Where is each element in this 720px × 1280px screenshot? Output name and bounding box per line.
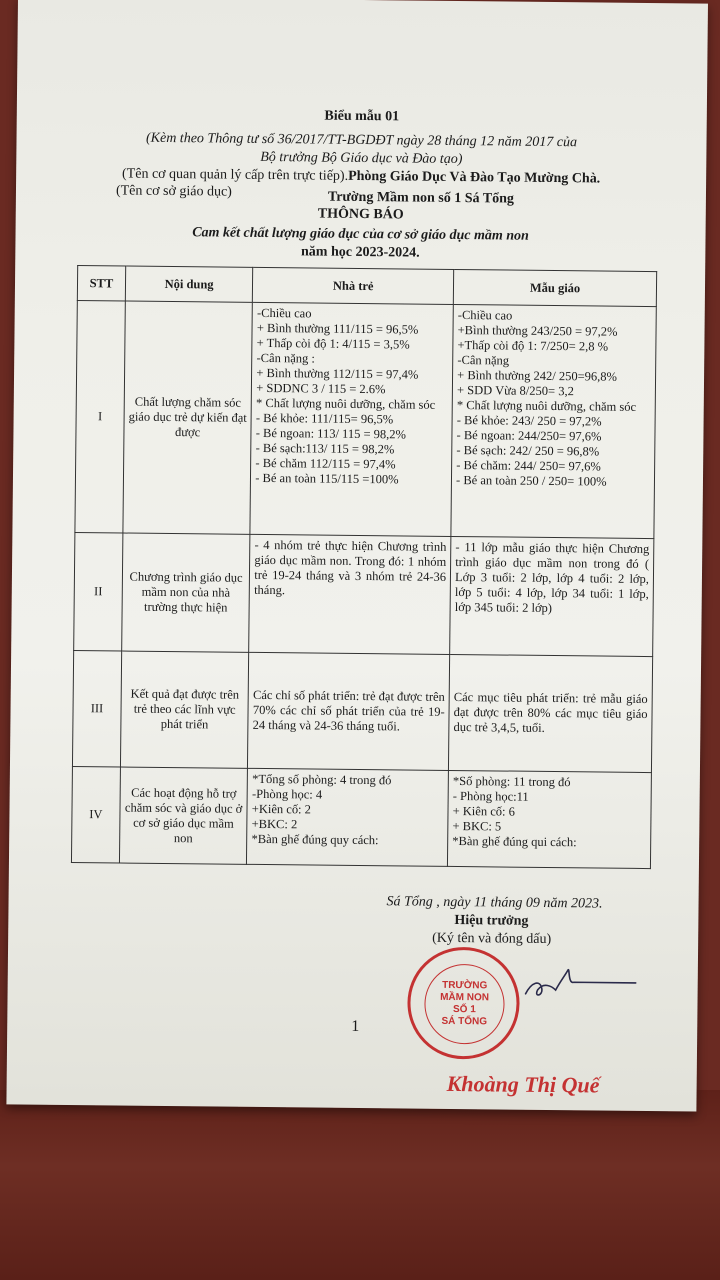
cell-line: -Cân nặng : (256, 350, 315, 366)
table-row (72, 651, 652, 773)
cell-line: + Bình thường 242/ 250=96,8% (457, 368, 618, 384)
agency-name: Phòng Giáo Dục Và Đào Tạo Mường Chà. (348, 168, 601, 187)
cell-line: Các chỉ số phát triển: trẻ đạt được trên 70% các chỉ số phát triển của trẻ 19-24 tháng và 24-36 tháng tuổi. (252, 687, 445, 734)
cell-line: + SDDNC 3 / 115 = 2.6% (256, 380, 386, 397)
page-number: 1 (351, 1017, 360, 1036)
cell-line: + Bình thường 112/115 = 97,4% (256, 365, 419, 382)
cell-line: - Phòng học:11 (452, 788, 529, 804)
cell-line: - Bé an toàn 250 / 250= 100% (456, 473, 607, 489)
sign-note: (Ký tên và đóng dấu) (432, 930, 552, 948)
cell-line: +Thấp còi độ 1: 7/250= 2,8 % (457, 338, 609, 354)
official-stamp (407, 947, 520, 1060)
floor-background (0, 1090, 720, 1280)
row-nursery (249, 534, 451, 654)
cell-line: + Kiên cố: 6 (452, 803, 515, 819)
cell-line: + Thấp còi độ 1: 4/115 = 3,5% (256, 335, 410, 352)
school-prefix: (Tên cơ sở giáo dục) (115, 183, 232, 200)
table-header-row (77, 266, 656, 307)
row-kindergarten (449, 654, 653, 772)
form-title: Biểu mẫu 01 (324, 108, 400, 125)
cell-line: - Bé sạch:113/ 115 = 98,2% (255, 440, 395, 457)
row-stt: III (72, 651, 121, 767)
notice-title: THÔNG BÁO (317, 206, 404, 223)
row-content: Chất lượng chăm sóc giáo dục trẻ dự kiến đạt được (123, 301, 253, 534)
row-kindergarten (451, 304, 656, 538)
cell-line: -Cân nặng (457, 353, 510, 368)
agency-prefix: (Tên cơ quan quản lý cấp trên trực tiếp). (121, 166, 349, 184)
cell-line: - Bé ngoan: 244/250= 97,6% (456, 428, 602, 444)
row-stt: IV (71, 766, 120, 862)
subtitle-line-1: Cam kết chất lượng giáo dục của cơ sở giáo dục mầm non (192, 225, 529, 244)
table-row (75, 301, 656, 539)
principal-signature (517, 952, 638, 1013)
cell-line: *Bàn ghế đúng quy cách: (251, 831, 379, 848)
cell-line: -Chiều cao (457, 308, 513, 323)
document-page (6, 0, 708, 1112)
school-name: Trường Mầm non số 1 Sá Tổng (327, 189, 515, 207)
cell-line: +Bình thường 243/250 = 97,2% (457, 323, 618, 339)
cell-line: *Bàn ghế đúng qui cách: (452, 833, 577, 850)
cell-line: -Phòng học: 4 (251, 786, 323, 802)
cell-line: + SDD Vừa 8/250= 3,2 (456, 383, 574, 399)
stamp-line: MẦM NON (440, 991, 490, 1004)
cell-line: -Chiều cao (256, 305, 312, 321)
cell-line: - Bé khỏe: 243/ 250 = 97,2% (456, 413, 602, 429)
stamp-line: SỐ 1 (452, 1003, 476, 1016)
cell-line: *Tổng số phòng: 4 trong đó (252, 771, 392, 788)
subtitle-line-2: năm học 2023-2024. (300, 244, 420, 261)
reference-line-1: (Kèm theo Thông tư số 36/2017/TT-BGDĐT ngày 28 tháng 12 năm 2017 của (145, 130, 578, 151)
row-nursery (247, 768, 449, 866)
row-content: Kết quả đạt được trên trẻ theo các lĩnh vực phát triển (120, 651, 249, 768)
cell-line: - Bé ngoan: 113/ 115 = 98,2% (255, 425, 407, 442)
role-title: Hiệu trưởng (454, 913, 529, 929)
principal-name: Khoàng Thị Quế (446, 1070, 600, 1098)
date-line: Sá Tổng , ngày 11 tháng 09 năm 2023. (386, 894, 603, 912)
row-nursery (250, 302, 453, 536)
row-content: Chương trình giáo dục mầm non của nhà trường thực hiện (122, 533, 251, 652)
quality-commitment-table (71, 265, 657, 869)
cell-line: + BKC: 5 (452, 818, 502, 834)
row-content: Các hoạt động hỗ trợ chăm sóc và giáo dục ở cơ sở giáo dục mầm non (119, 767, 247, 864)
header-stt: STT (77, 266, 125, 301)
stamp-line: SÁ TỔNG (441, 1015, 488, 1028)
cell-line: - Bé an toàn 115/115 =100% (255, 470, 399, 487)
cell-line: * Chất lượng nuôi dưỡng, chăm sóc (256, 395, 436, 412)
cell-line: + Bình thường 111/115 = 96,5% (256, 320, 419, 337)
table-row (71, 766, 651, 868)
cell-line: - Bé khỏe: 111/115= 96,5% (255, 410, 394, 427)
row-stt: I (75, 301, 125, 533)
cell-line: +BKC: 2 (251, 816, 298, 832)
cell-line: Các mục tiêu phát triển: trẻ mẫu giáo đạt được trên 80% các mục tiêu giáo dục trẻ 3,4,5, tuổi. (453, 689, 648, 735)
header-kindergarten: Mẫu giáo (453, 269, 656, 306)
row-nursery (248, 652, 450, 770)
cell-line: * Chất lượng nuôi dưỡng, chăm sóc (456, 398, 637, 414)
cell-line: - 4 nhóm trẻ thực hiện Chương trình giáo dục mầm non. Trong đó: 1 nhóm trẻ 19-24 tháng và 3 nhóm trẻ 24-36 tháng. (254, 537, 447, 598)
stamp-line: TRƯỜNG (442, 979, 488, 992)
table-row (74, 533, 654, 657)
stamp-center (424, 964, 505, 1045)
cell-line: - Bé sạch: 242/ 250 = 96,8% (456, 443, 600, 459)
cell-line: - 11 lớp mẫu giáo thực hiện Chương trình giáo dục mầm non trong đó ( Lớp 3 tuổi: 2 lớp, lớp 4 tuổi: 2 lớp, lớp 5 tuổi: 4 lớp, lớp 34 tuổi: 1 lớp, lớp 345 tuổi: 2 lớp) (454, 539, 650, 616)
cell-line: - Bé chăm 112/115 = 97,4% (255, 455, 396, 472)
header-content: Nội dung (125, 266, 253, 302)
reference-line-2: Bộ trưởng Bộ Giáo dục và Đào tạo) (260, 149, 463, 168)
cell-line: - Bé chăm: 244/ 250= 97,6% (456, 458, 601, 474)
cell-line: +Kiên cố: 2 (251, 801, 312, 817)
row-stt: II (74, 533, 123, 651)
cell-line: *Số phòng: 11 trong đó (452, 773, 571, 790)
row-kindergarten (450, 536, 654, 656)
header-nursery: Nhà trẻ (253, 267, 454, 304)
row-kindergarten (448, 770, 652, 868)
